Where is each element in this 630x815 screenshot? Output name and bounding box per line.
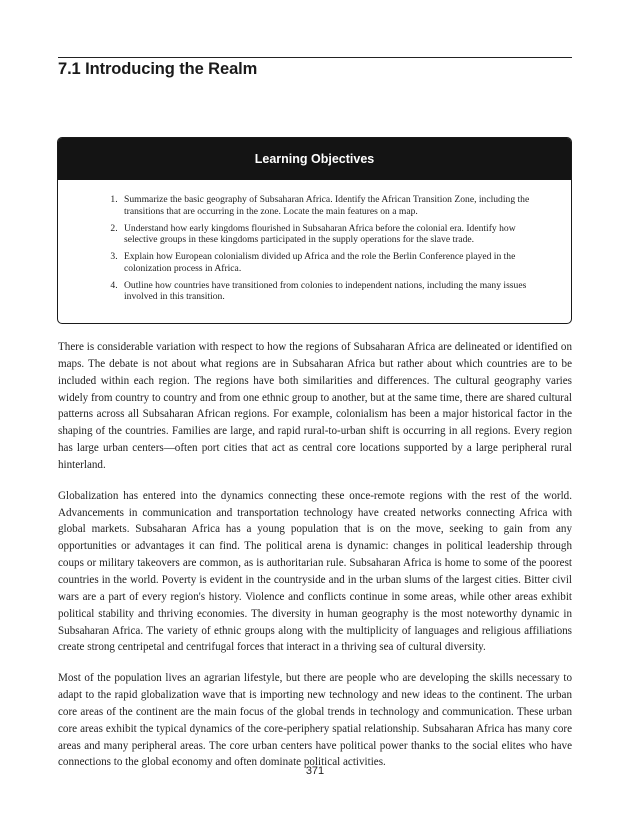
learning-objectives-list	[58, 194, 571, 303]
body-paragraph: There is considerable variation with respect to how the regions of Subsaharan Africa are delineated or identified on maps. The debate is not about what regions are in Subsaharan Africa but rather about which countries are to be included within each region. The regions have both similarities and differences. The cultural geography varies widely from country to country and from one ethnic group to another, but at the same time, there are shared cultural patterns across all Subsaharan African regions. For example, colonialism has been a major historical factor in the shaping of the countries. Families are large, and rapid rural-to-urban shift is occurring in all regions. Every region has large urban centers—often port cities that act as central core locations supported by a large peripheral rural hinterland.	[58, 341, 573, 471]
body-text	[58, 339, 572, 785]
body-paragraph: Globalization has entered into the dynamics connecting these once-remote regions with the rest of the world. Advancements in communication and transportation technology have created networks connecting Africa with global markets. Subsaharan Africa has a young population that is on the move, seeking to gain from any opportunities or advantages it can find. The political arena is dynamic: changes in political leadership through coups or military takeovers are common, as is authoritarian rule. Subsaharan Africa is home to some of the poorest countries in the world. Poverty is evident in the countryside and in the urban slums of the largest cities. Bitter civil wars are a part of every region's history. Violence and conflicts continue in some areas, while other areas exhibit political stability and thriving economies. The diversity in human geography is the most noteworthy dynamic in Subsaharan Africa. The variety of ethnic groups along with the multiplicity of languages and religious affiliations create strong centripetal and centrifugal forces that interact in a thriving sea of cultural diversity.	[58, 489, 572, 654]
objective-item: 3. Explain how European colonialism divided up Africa and the role the Berlin Conference played in the colonization process in Africa.	[120, 251, 549, 274]
objective-item: 4. Outline how countries have transitioned from colonies to independent nations, including the many issues involved in this transition.	[120, 280, 549, 303]
learning-objectives-heading: Learning Objectives	[58, 138, 571, 180]
objective-item: 2. Understand how early kingdoms flourished in Subsaharan Africa before the colonial era. Identify how selective groups in these kingdoms participated in the supply operations for the slave trade.	[120, 223, 549, 246]
page-number: 371	[305, 765, 325, 777]
body-paragraph: Most of the population lives an agrarian lifestyle, but there are people who are developing the skills necessary to adapt to the rapid globalization wave that is importing new technology and new ideas to the continent. The urban core areas of the continent are the main focus of the global trends in technology and communication. These urban core areas exhibit the typical dynamics of the core-periphery spatial relationship. Subsaharan Africa has many core areas and many peripheral areas. The core urban centers have political power thanks to the social elites who have connections to the global economy and often dominate political activities.	[58, 672, 572, 769]
learning-objectives-box	[57, 137, 572, 324]
top-rule	[58, 57, 572, 58]
objective-item: 1. Summarize the basic geography of Subsaharan Africa. Identify the African Transition Zone, including the transitions that are occurring in the zone. Locate the main features on a map.	[120, 194, 549, 217]
section-title: 7.1 Introducing the Realm	[58, 60, 258, 78]
